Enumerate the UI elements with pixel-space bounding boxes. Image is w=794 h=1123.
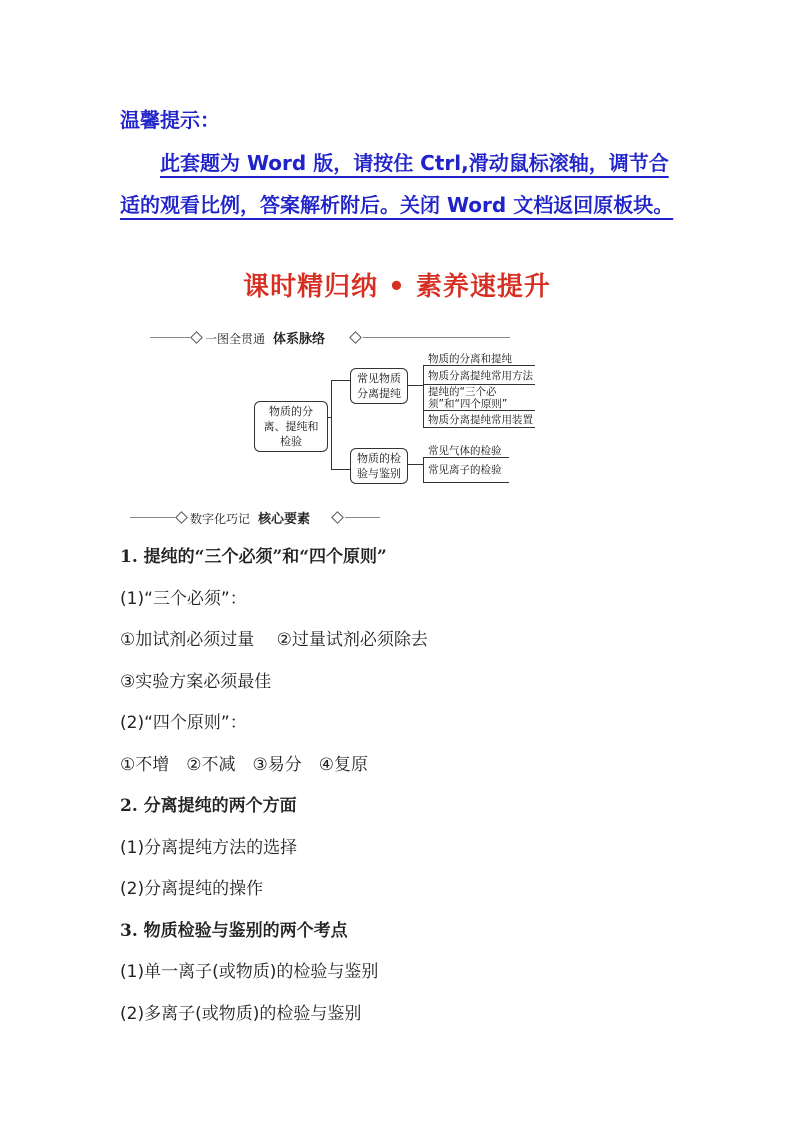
key-points xyxy=(120,0,700,1123)
mindmap-leaf: 物质分离提纯常用装置 xyxy=(428,414,533,426)
section-prefix: 一图全贯通 xyxy=(205,332,266,346)
mindmap-leaf: 物质分离提纯常用方法 xyxy=(428,370,533,382)
point-text: (1)分离提纯方法的选择 xyxy=(120,838,298,858)
point-text: ③实验方案必须最佳 xyxy=(120,672,272,692)
section-title: 核心要素 xyxy=(258,512,311,527)
point-text: (2)多离子(或物质)的检验与鉴别 xyxy=(120,1004,362,1024)
mindmap-leaf: 提纯的“三个必须”和“四个原则” xyxy=(428,386,508,410)
point-text: (2)分离提纯的操作 xyxy=(120,879,264,899)
point-text: (1)“三个必须”： xyxy=(120,589,247,609)
page-heading: 课时精归纳 • 素养速提升 xyxy=(243,272,551,302)
mindmap-leaf: 常见气体的检验 xyxy=(428,445,502,457)
mindmap-leaf: 物质的分离和提纯 xyxy=(428,353,512,365)
point-heading-1: 1. 提纯的“三个必须”和“四个原则” xyxy=(120,547,387,567)
section-prefix: 数字化巧记 xyxy=(190,512,251,526)
point-heading-3: 3. 物质检验与鉴别的两个考点 xyxy=(120,921,348,941)
point-heading-2: 2. 分离提纯的两个方面 xyxy=(120,796,297,816)
point-text: (1)单一离子(或物质)的检验与鉴别 xyxy=(120,962,379,982)
point-text: ①加试剂必须过量 ②过量试剂必须除去 xyxy=(120,630,428,650)
notice-body: 此套题为 Word 版，请按住 Ctrl,滑动鼠标滚轴，调节合适的观看比例，答案解析附后。关闭 Word 文档返回原板块。 xyxy=(120,151,674,217)
mindmap-branch-separation: 常见物质分离提纯 xyxy=(350,368,408,404)
point-text: (2)“四个原则”： xyxy=(120,713,247,733)
point-text: ①不增 ②不减 ③易分 ④复原 xyxy=(120,755,368,775)
mindmap-leaf: 常见离子的检验 xyxy=(428,464,502,476)
mindmap-branch-detection: 物质的检验与鉴别 xyxy=(350,448,408,484)
section-title: 体系脉络 xyxy=(273,332,326,347)
notice-title: 温馨提示： xyxy=(120,108,220,132)
mindmap-root: 物质的分离、提纯和检验 xyxy=(254,401,328,452)
